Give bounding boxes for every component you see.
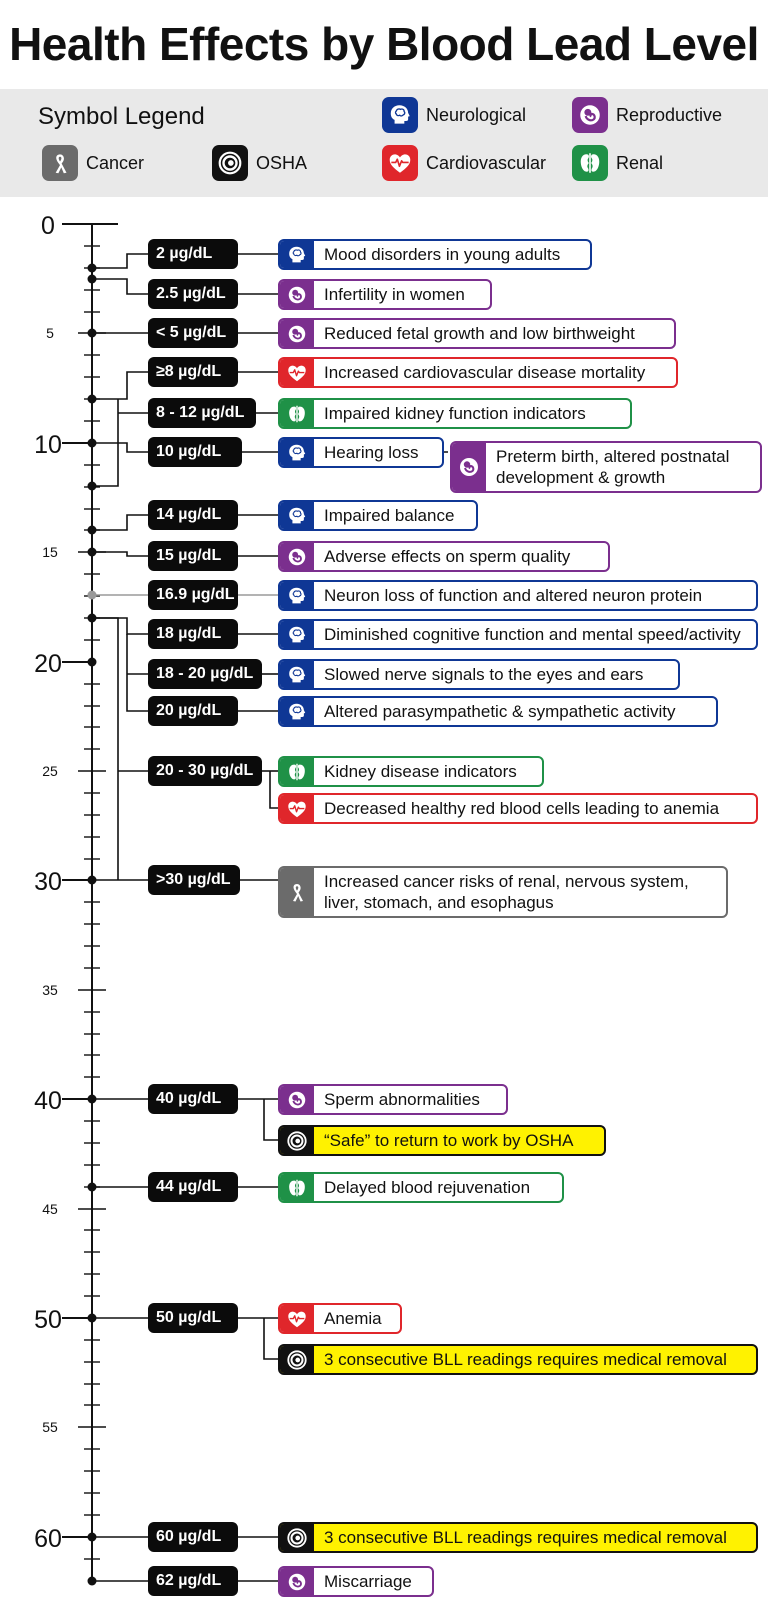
fetus-icon: [280, 281, 314, 308]
axis-label-55: 55: [42, 1419, 58, 1435]
brain-head-icon: [280, 582, 314, 609]
axis-label-30: 30: [34, 868, 62, 896]
effect-text: Delayed blood rejuvenation: [324, 1178, 531, 1197]
level-badge: 14 µg/dL: [148, 500, 238, 530]
effect-box-reproductive: [278, 1566, 434, 1597]
level-badge: 50 µg/dL: [148, 1303, 238, 1333]
effect-box-neurological: [278, 580, 758, 611]
axis-label-0: 0: [41, 212, 55, 240]
legend-label: Cancer: [86, 152, 145, 173]
fetus-icon: [280, 543, 314, 570]
axis-label-5: 5: [46, 325, 54, 341]
effect-box-reproductive: [278, 279, 492, 310]
brain-head-icon: [280, 241, 314, 268]
axis-label-20: 20: [34, 650, 62, 678]
legend-label: Neurological: [426, 104, 527, 125]
effect-box-renal: [278, 756, 544, 787]
legend-label: OSHA: [256, 152, 308, 173]
legend-label: Cardiovascular: [426, 152, 547, 173]
effect-text: Impaired balance: [324, 506, 455, 525]
level-badge: 8 - 12 µg/dL: [148, 398, 256, 428]
effect-text: Mood disorders in young adults: [324, 245, 561, 264]
effect-box-cancer: [278, 866, 728, 918]
level-badge: 62 µg/dL: [148, 1566, 238, 1596]
fetus-icon: [452, 443, 486, 491]
level-badge: 20 µg/dL: [148, 696, 238, 726]
effect-box-renal: [278, 1172, 564, 1203]
effect-box-cardiovascular: [278, 793, 758, 824]
legend-label: Reproductive: [616, 104, 723, 125]
effect-box-osha: [278, 1344, 758, 1375]
effect-text: Increased cancer risks of renal, nervous system, liver, stomach, and esophagus: [324, 872, 689, 912]
brain-head-icon: [280, 621, 314, 648]
effect-box-osha: [278, 1125, 606, 1156]
brain-head-icon: [280, 439, 314, 466]
kidney-icon: [280, 400, 314, 427]
kidney-icon: [280, 1174, 314, 1201]
fetus-icon: [280, 1086, 314, 1113]
effect-text: 3 consecutive BLL readings requires medical removal: [324, 1350, 727, 1369]
axis-label-15: 15: [42, 544, 58, 560]
effect-text: Neuron loss of function and altered neuron protein: [324, 586, 703, 605]
fetus-icon: [280, 1568, 314, 1595]
effect-box-neurological: [278, 239, 592, 270]
brain-head-icon: [280, 698, 314, 725]
axis-label-50: 50: [34, 1306, 62, 1334]
effect-text: Reduced fetal growth and low birthweight: [324, 324, 635, 343]
axis-label-35: 35: [42, 982, 58, 998]
legend-heading: Symbol Legend: [38, 103, 205, 130]
heart-pulse-icon: [280, 359, 314, 386]
kidney-icon: [280, 758, 314, 785]
page-title: Health Effects by Blood Lead Level: [9, 18, 759, 70]
effect-box-neurological: [278, 659, 680, 690]
effect-text: “Safe” to return to work by OSHA: [324, 1131, 574, 1150]
heart-pulse-icon: [280, 1305, 314, 1332]
effect-box-renal: [278, 398, 632, 429]
effect-box-cardiovascular: [278, 357, 678, 388]
axis-label-60: 60: [34, 1525, 62, 1553]
effect-box-osha: [278, 1522, 758, 1553]
effect-box-neurological: [278, 437, 444, 468]
level-badge: 20 - 30 µg/dL: [148, 756, 262, 786]
effect-text: Diminished cognitive function and mental speed/activity: [324, 625, 741, 644]
axis-label-25: 25: [42, 763, 58, 779]
effect-text: Sperm abnormalities: [324, 1090, 480, 1109]
effect-text: Adverse effects on sperm quality: [324, 547, 571, 566]
level-badge: 10 µg/dL: [148, 437, 242, 467]
level-badge: 18 - 20 µg/dL: [148, 659, 262, 689]
effect-text: Altered parasympathetic & sympathetic activity: [324, 702, 676, 721]
effect-text: Impaired kidney function indicators: [324, 404, 586, 423]
effect-box-cardiovascular: [278, 1303, 402, 1334]
brain-head-icon: [280, 502, 314, 529]
effect-text: Increased cardiovascular disease mortality: [324, 363, 646, 382]
level-badge: 60 µg/dL: [148, 1522, 238, 1552]
effect-text: Infertility in women: [324, 285, 465, 304]
effect-text: Slowed nerve signals to the eyes and ears: [324, 665, 644, 684]
level-badge: 2 µg/dL: [148, 239, 238, 269]
level-badge: >30 µg/dL: [148, 865, 240, 895]
effect-box-reproductive: [278, 318, 676, 349]
level-badge: 2.5 µg/dL: [148, 279, 238, 309]
level-badge: 18 µg/dL: [148, 619, 238, 649]
osha-logo-icon: [280, 1127, 314, 1154]
level-badge: 40 µg/dL: [148, 1084, 238, 1114]
level-badge: 16.9 µg/dL: [148, 580, 238, 610]
axis-label-45: 45: [42, 1201, 58, 1217]
osha-logo-icon: [280, 1524, 314, 1551]
effect-text: 3 consecutive BLL readings requires medical removal: [324, 1528, 727, 1547]
effect-text: Hearing loss: [324, 443, 419, 462]
effect-text: Kidney disease indicators: [324, 762, 517, 781]
effect-text: Anemia: [324, 1309, 382, 1328]
fetus-icon: [280, 320, 314, 347]
osha-logo-icon: [280, 1346, 314, 1373]
effect-box-neurological: [278, 619, 758, 650]
ribbon-icon: [280, 868, 314, 916]
brain-head-icon: [280, 661, 314, 688]
heart-pulse-icon: [280, 795, 314, 822]
level-badge: < 5 µg/dL: [148, 318, 238, 348]
level-badge: 44 µg/dL: [148, 1172, 238, 1202]
legend-label: Renal: [616, 152, 664, 173]
effect-text: Decreased healthy red blood cells leading to anemia: [324, 799, 720, 818]
axis-label-40: 40: [34, 1087, 62, 1115]
effect-box-neurological: [278, 500, 478, 531]
effect-box-neurological: [278, 696, 718, 727]
effect-text: Preterm birth, altered postnatal development & growth: [496, 447, 730, 487]
effect-text: Miscarriage: [324, 1572, 412, 1591]
level-badge: ≥8 µg/dL: [148, 357, 238, 387]
axis-label-10: 10: [34, 431, 62, 459]
effect-box-reproductive: [278, 541, 610, 572]
level-badge: 15 µg/dL: [148, 541, 238, 571]
effect-box-reproductive: [278, 1084, 508, 1115]
effect-box-reproductive: [450, 441, 762, 493]
